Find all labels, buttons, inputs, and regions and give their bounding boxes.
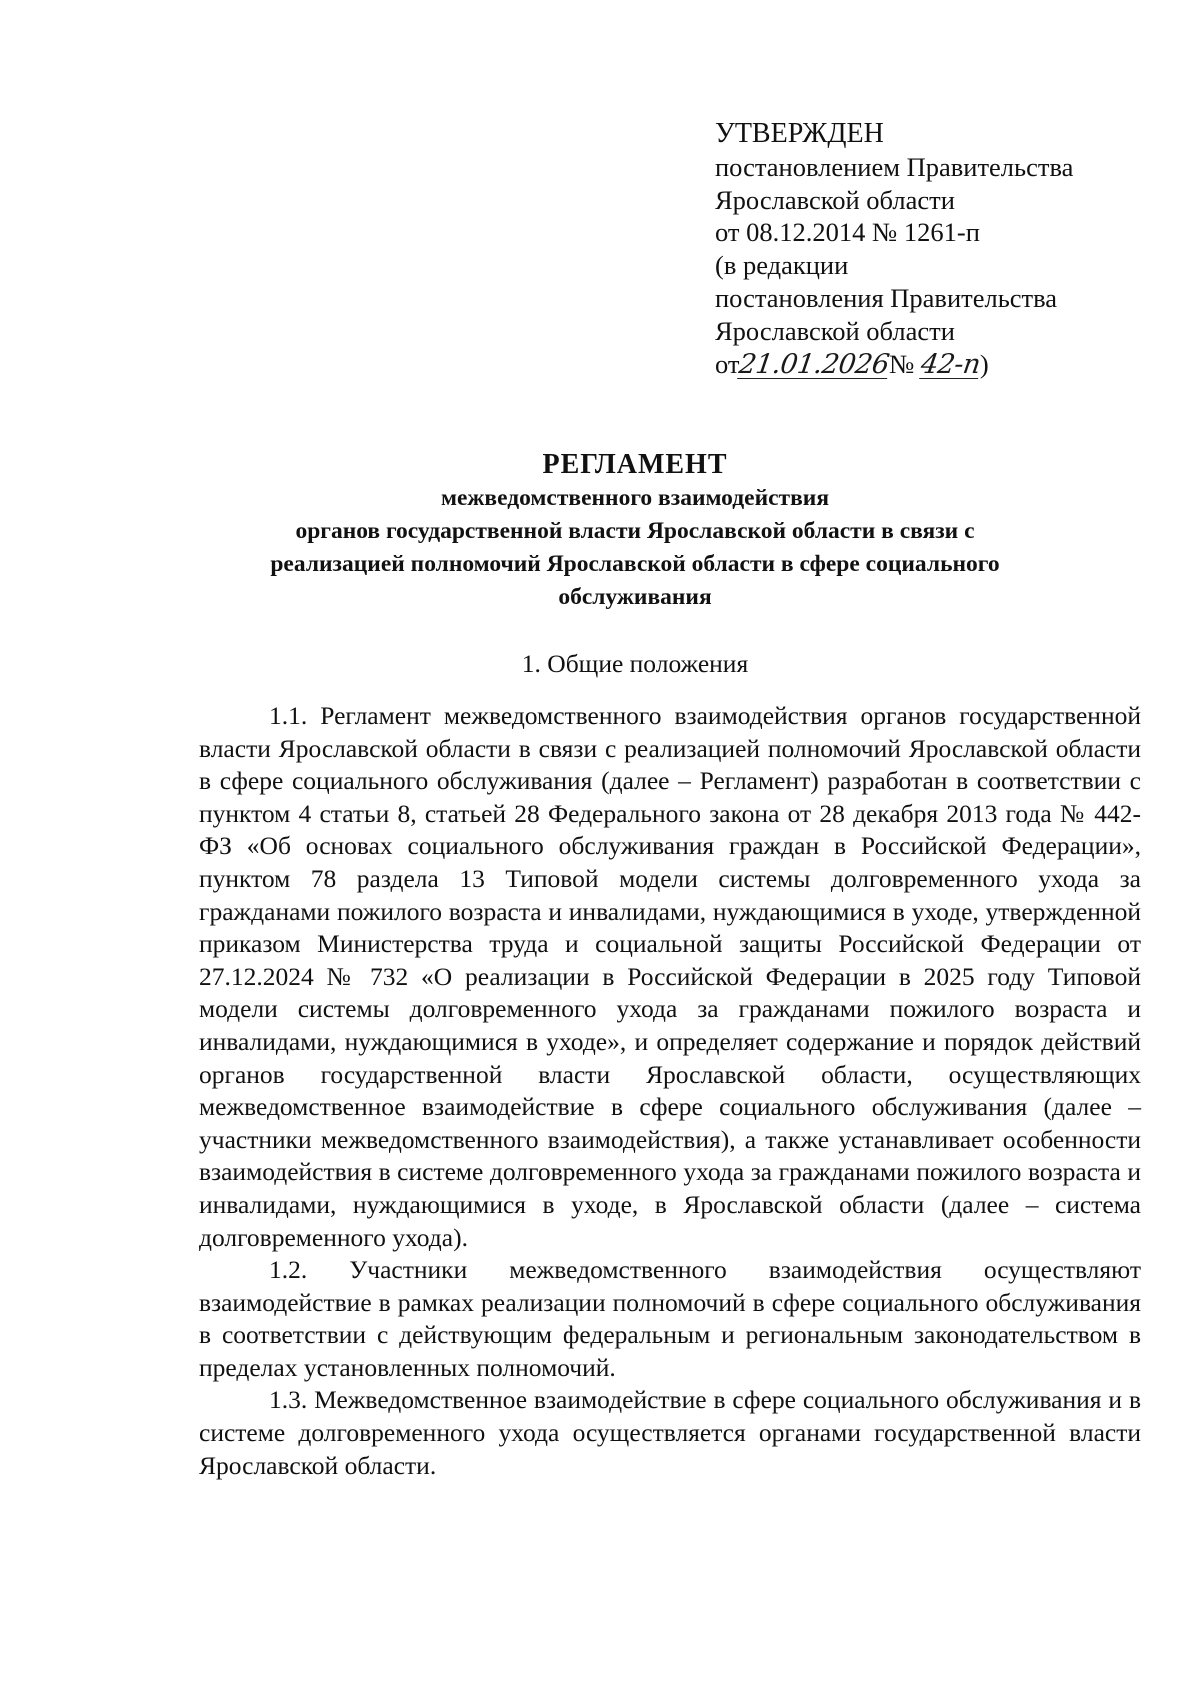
title-line-2: органов государственной власти Ярославской области в связи с — [295, 518, 975, 544]
document-title — [170, 448, 1100, 614]
title-line-3: реализацией полномочий Ярославской области в сфере социального — [270, 551, 1000, 577]
approval-line-6: Ярославской области — [715, 315, 955, 346]
amendment-suffix: ) — [979, 348, 989, 379]
section-heading: 1. Общие положения — [521, 649, 749, 678]
approval-line-5: постановления Правительства — [715, 282, 1058, 313]
approval-line-3: от 08.12.2014 № 1261-п — [715, 217, 980, 248]
paragraph-1-3: 1.3. Межведомственное взаимодействие в сфере социального обслуживания и в системе долговременного ухода осуществляется органами государственной власти Ярославской области. — [199, 1385, 1141, 1480]
title-main: РЕГЛАМЕНТ — [542, 449, 728, 480]
title-line-1: межведомственного взаимодействия — [440, 485, 830, 511]
approval-block — [715, 118, 1155, 380]
paragraph-1-1: 1.1. Регламент межведомственного взаимодействия органов государственной власти Ярославской области в связи с реализацией полномочий Ярославской области в сфере социального обслуживания (далее – Регламент) разработан в соответствии с пунктом 4 статьи 8, статьей 28 Федерального закона от 28 декабря 2013 года № 442-ФЗ «Об основах социального обслуживания граждан в Российской Федерации», пунктом 78 раздела 13 Типовой модели системы долговременного ухода за гражданами пожилого возраста и инвалидами, нуждающимися в уходе, утвержденной приказом Министерства труда и социальной защиты Российской Федерации от 27.12.2024 № 732 «О реализации в Российской Федерации в 2025 году Типовой модели системы долговременного ухода за гражданами пожилого возраста и инвалидами, нуждающимися в уходе», и определяет содержание и порядок действий органов государственной власти Ярославской области, осуществляющих межведомственное взаимодействие в сфере социального обслуживания (далее – участники межведомственного взаимодействия), а также устанавливает особенности взаимодействия в системе долговременного ухода за гражданами пожилого возраста и инвалидами, нуждающимися в уходе, в Ярославской области (далее – система долговременного ухода). — [199, 701, 1141, 1252]
handwritten-number: 42-п — [918, 348, 983, 380]
title-line-4: обслуживания — [558, 584, 712, 610]
paragraph-1-2: 1.2. Участники межведомственного взаимодействия осуществляют взаимодействие в рамках реализации полномочий в сфере социального обслуживания в соответствии с действующим федеральным и региональным законодательством в пределах установленных полномочий. — [199, 1255, 1141, 1382]
approval-line-2: Ярославской области — [715, 184, 955, 215]
approval-line-4: (в редакции — [715, 250, 849, 281]
handwritten-date: 21.01.2026 — [737, 348, 892, 380]
document-body — [199, 700, 1141, 1482]
amendment-line — [715, 348, 1155, 381]
amendment-number-label: № — [889, 348, 915, 379]
approval-line-1: постановлением Правительства — [715, 151, 1074, 182]
amendment-prefix: от — [715, 348, 740, 379]
approval-status: УТВЕРЖДЕН — [715, 118, 884, 149]
